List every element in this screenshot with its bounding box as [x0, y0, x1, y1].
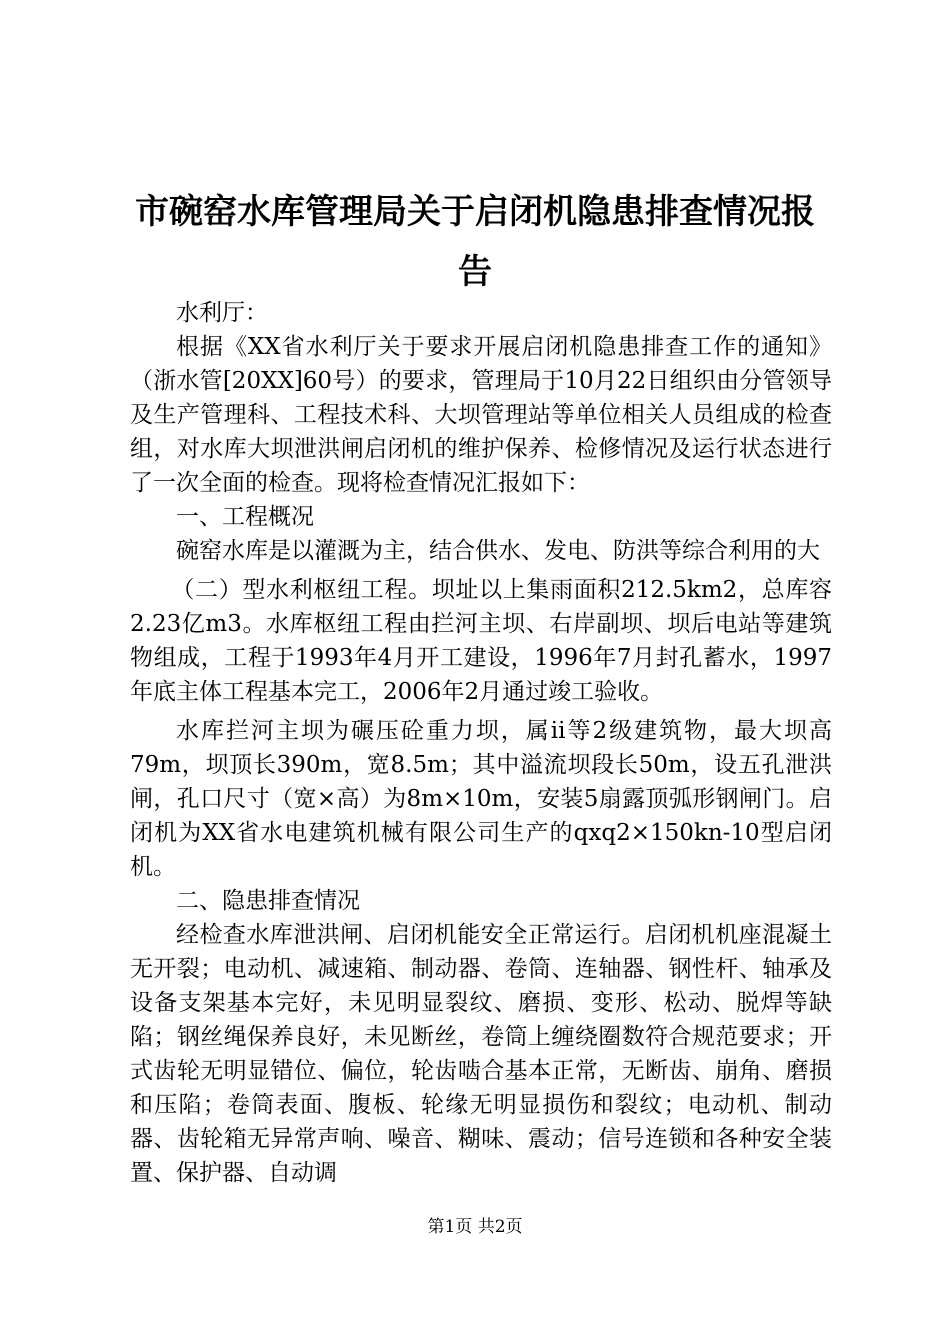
- section-heading-overview: 一、工程概况: [176, 504, 314, 530]
- paragraph-inspection: 经检查水库泄洪闸、启闭机能安全正常运行。启闭机机座混凝土无开裂；电动机、减速箱、制动器、卷筒、连轴器、钢性杆、轴承及设备支架基本完好，未见明显裂纹、磨损、变形、松动、脱焊等缺陷；钢丝绳保养良好，未见断丝，卷筒上缠绕圈数符合规范要求；开式齿轮无明显错位、偏位，轮齿啮合基本正常，无断齿、崩角、磨损和压陷；卷筒表面、腹板、轮缘无明显损伤和裂纹；电动机、制动器、齿轮箱无异常声响、噪音、糊味、震动；信号连锁和各种安全装置、保护器、自动调: [130, 922, 832, 1186]
- section-heading-inspection: 二、隐患排查情况: [176, 888, 360, 914]
- paragraph-overview-2: （二）型水利枢纽工程。坝址以上集雨面积212.5km2，总库容2.23亿m3。水库枢纽工程由拦河主坝、右岸副坝、坝后电站等建筑物组成，工程于1993年4月开工建设，1996年7月封孔蓄水，1997年底主体工程基本完工，2006年2月通过竣工验收。: [130, 577, 832, 705]
- page-footer: 第1页 共2页: [427, 1217, 523, 1237]
- document-title: 市碗窑水库管理局关于启闭机隐患排查情况报告: [135, 192, 815, 292]
- paragraph-intro: 根据《XX省水利厅关于要求开展启闭机隐患排查工作的通知》（浙水管[20XX]60号）的要求，管理局于10月22日组织由分管领导及生产管理科、工程技术科、大坝管理站等单位相关人员组成的检查组，对水库大坝泄洪闸启闭机的维护保养、检修情况及运行状态进行了一次全面的检查。现将检查情况汇报如下：: [130, 334, 832, 496]
- salutation: 水利厅：: [176, 300, 268, 326]
- paragraph-dam: 水库拦河主坝为碾压砼重力坝，属ii等2级建筑物，最大坝高79m，坝顶长390m，宽8.5m；其中溢流坝段长50m，设五孔泄洪闸，孔口尺寸（宽×高）为8m×10m，安装5扇露顶弧形钢闸门。启闭机为XX省水电建筑机械有限公司生产的qxq2×150kn-10型启闭机。: [130, 718, 832, 880]
- document-body: [130, 296, 832, 1190]
- paragraph-overview-1: 碗窑水库是以灌溉为主，结合供水、发电、防洪等综合利用的大: [176, 538, 820, 564]
